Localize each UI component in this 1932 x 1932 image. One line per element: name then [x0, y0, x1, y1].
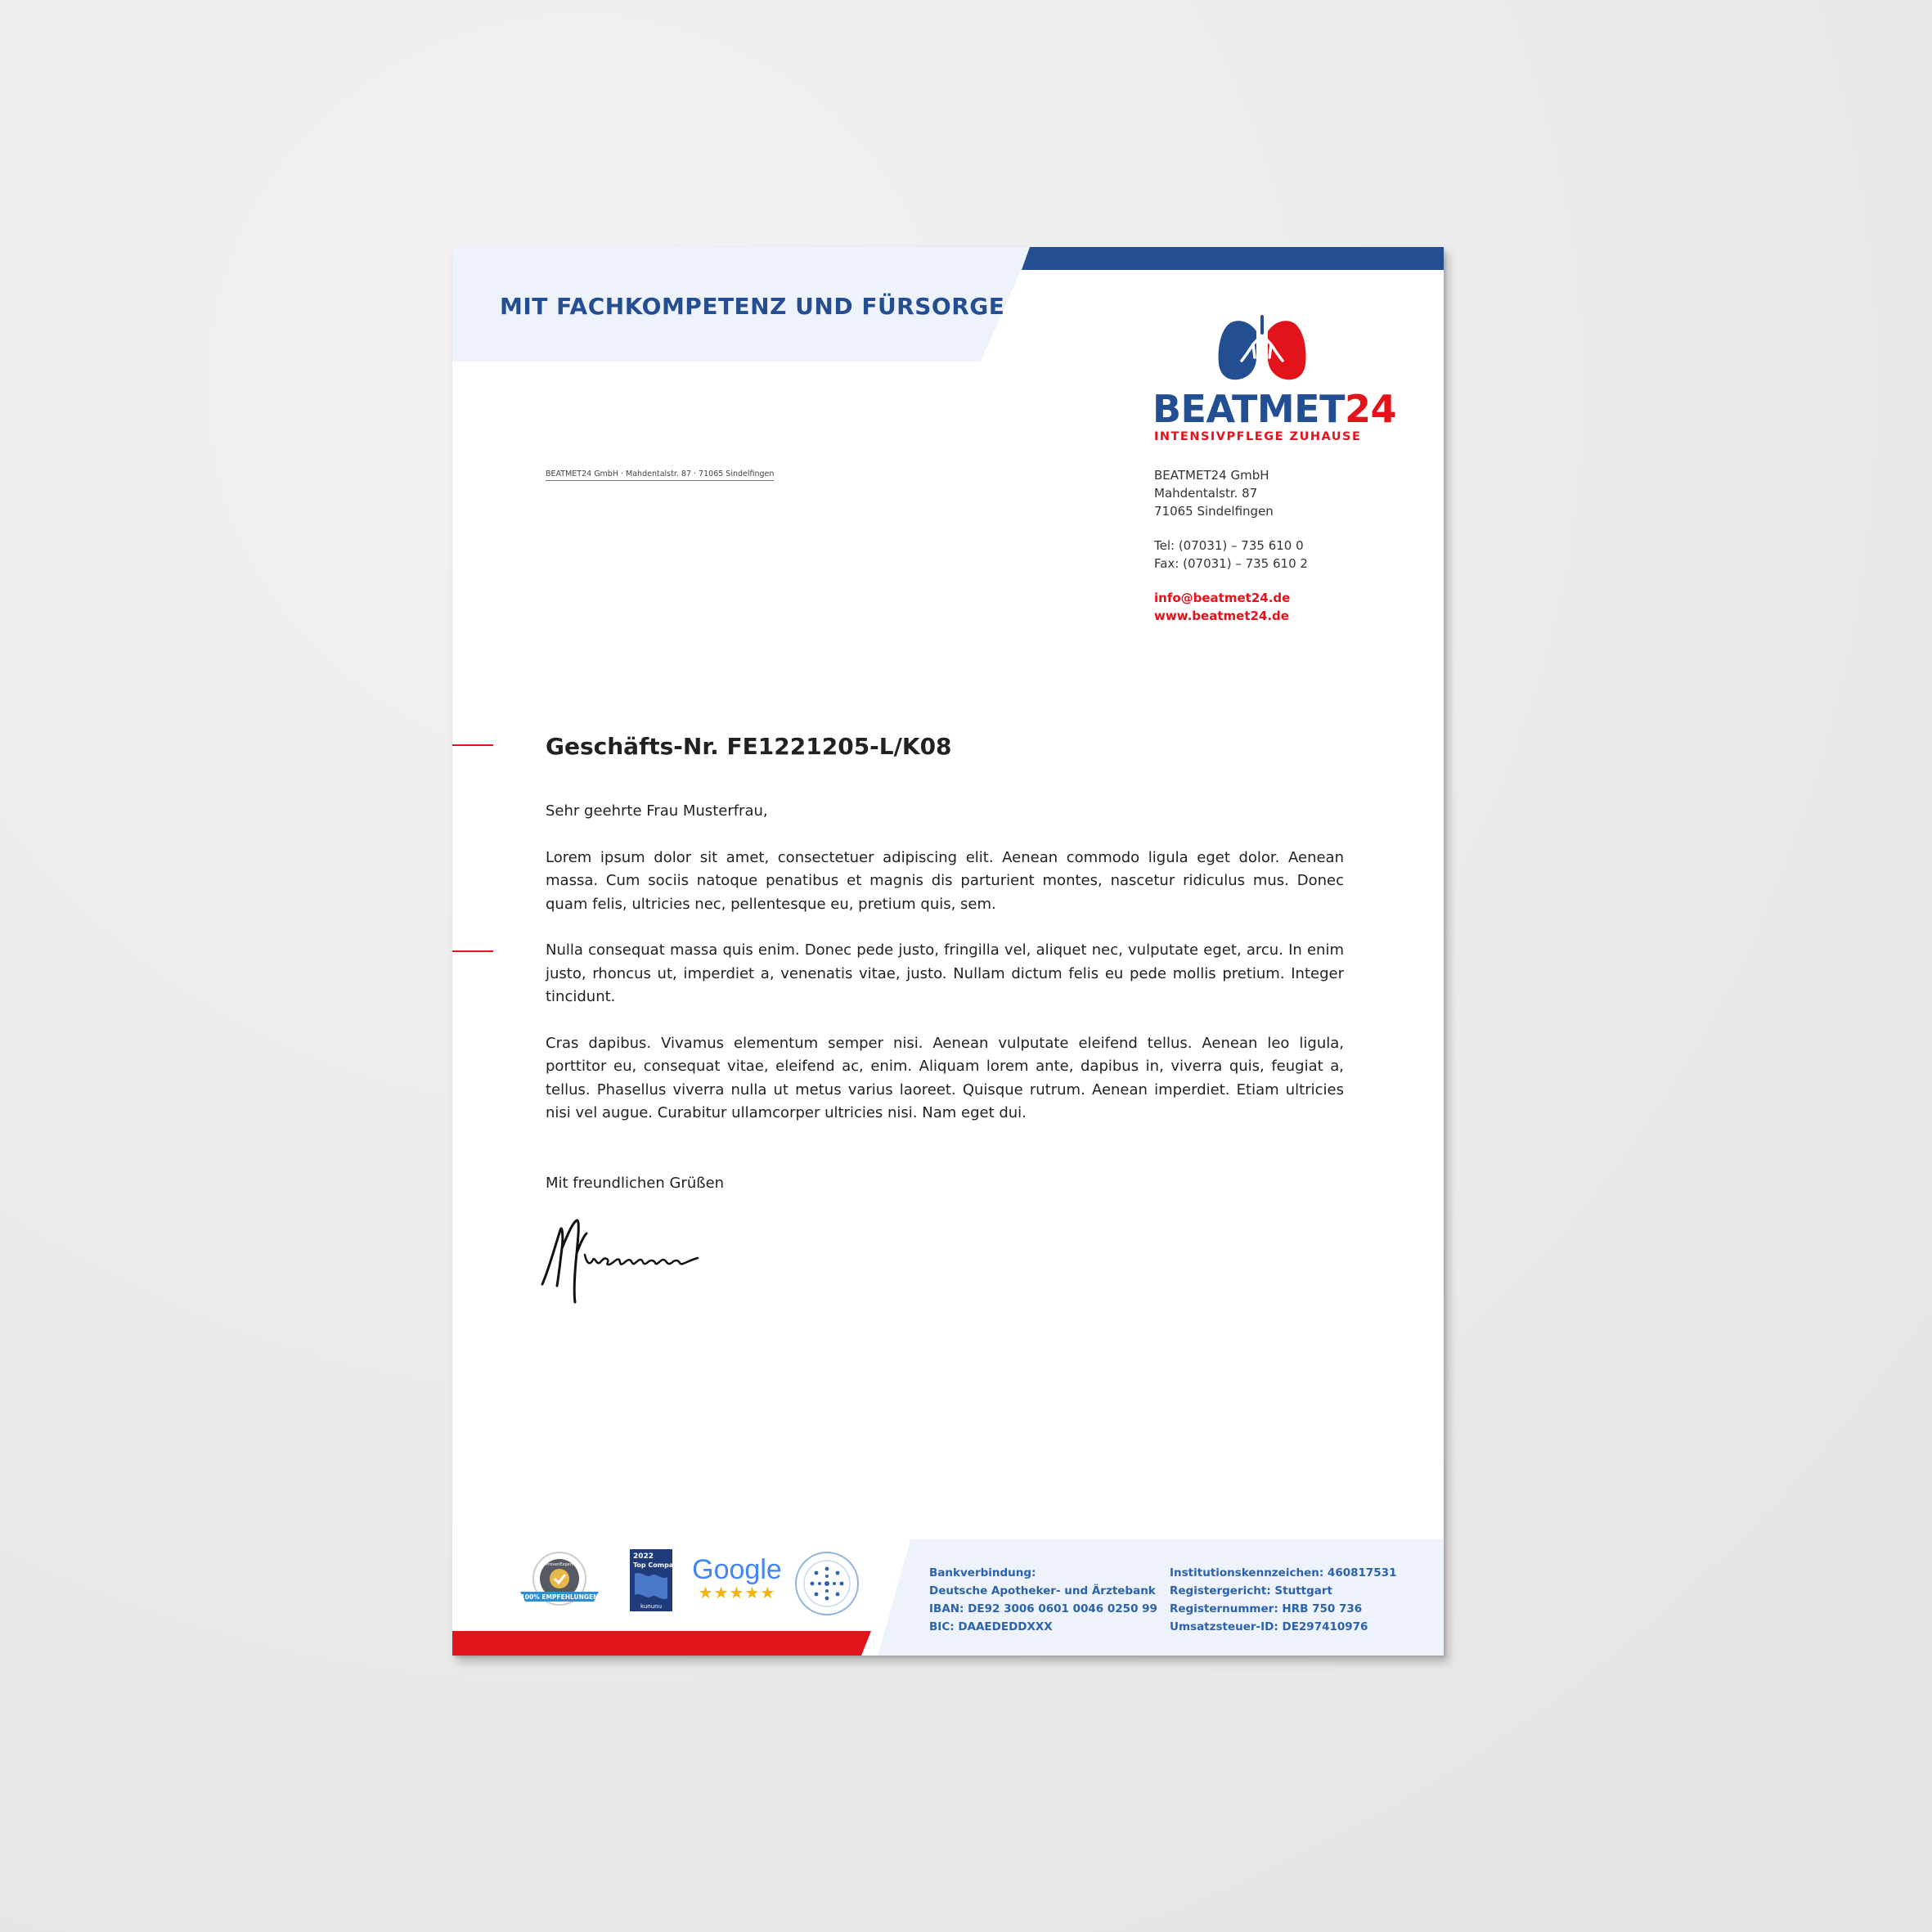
sender-city: 71065 Sindelfingen	[1154, 504, 1274, 519]
letter-subject: Geschäfts-Nr. FE1221205-L/K08	[546, 733, 952, 760]
closing: Mit freundlichen Grüßen	[546, 1175, 725, 1192]
paragraph-2: Nulla consequat massa quis enim. Donec pede justo, fringilla vel, aliquet nec, vulputate eget, arcu. In enim justo, rhoncus ut, imperdiet a, venenatis vitae, justo. Nullam dictum felis eu pede mollis pretium. Integer tincidunt.	[546, 941, 1344, 1005]
sender-fax: Fax: (07031) – 735 610 2	[1154, 556, 1308, 571]
provenexpert-badge-icon	[520, 1549, 599, 1616]
certification-seal-icon	[794, 1551, 860, 1616]
bank-bic: BIC: DAAEDEDDXXX	[929, 1620, 1053, 1633]
fold-mark-top	[452, 744, 493, 746]
letterhead-sheet	[452, 247, 1444, 1656]
return-address-line: BEATMET24 GmbH · Mahdentalstr. 87 · 71065 Sindelfingen	[546, 470, 774, 481]
fold-mark-middle	[452, 950, 493, 952]
lungs-logo-icon	[1217, 317, 1307, 384]
paragraph-1: Lorem ipsum dolor sit amet, consectetuer adipiscing elit. Aenean commodo ligula eget dolor. Aenean massa. Cum sociis natoque penatibus et magnis dis parturient montes, nascetur ridiculus mus. Donec quam felis, ultricies nec, pellentesque eu, pretium quis, sem.	[546, 848, 1344, 913]
sender-address-block	[1154, 466, 1308, 625]
google-logo: Google	[692, 1554, 782, 1585]
letter-body	[546, 800, 1344, 1148]
svg-text:ProvenExpert: ProvenExpert	[546, 1562, 573, 1567]
svg-text:Top Company: Top Company	[633, 1561, 683, 1569]
sender-web-link[interactable]: www.beatmet24.de	[1154, 609, 1289, 623]
sender-company: BEATMET24 GmbH	[1154, 468, 1269, 483]
bank-iban: IBAN: DE92 3006 0601 0046 0250 99	[929, 1602, 1157, 1615]
salutation: Sehr geehrte Frau Musterfrau,	[546, 802, 768, 820]
registration-info-block	[1170, 1564, 1396, 1636]
signature-icon	[534, 1212, 730, 1310]
bank-name: Deutsche Apotheker- und Ärztebank	[929, 1584, 1156, 1597]
brand-name: BEATMET24	[1152, 387, 1396, 431]
bank-info-block	[929, 1564, 1157, 1636]
register-number: Registernummer: HRB 750 736	[1170, 1602, 1363, 1615]
bank-title: Bankverbindung:	[929, 1566, 1036, 1579]
tagline: MIT FACHKOMPETENZ UND FÜRSORGE	[500, 293, 1005, 320]
svg-text:100% EMPFEHLUNGEN: 100% EMPFEHLUNGEN	[520, 1593, 599, 1601]
register-court: Registergericht: Stuttgart	[1170, 1584, 1332, 1597]
top-company-badge-icon	[630, 1549, 683, 1611]
google-stars: ★★★★★	[698, 1583, 776, 1602]
brand-subtitle: INTENSIVPFLEGE ZUHAUSE	[1154, 430, 1362, 443]
vat-id: Umsatzsteuer-ID: DE297410976	[1170, 1620, 1368, 1633]
sender-street: Mahdentalstr. 87	[1154, 486, 1258, 501]
google-rating-badge	[692, 1554, 782, 1602]
svg-text:kununu: kununu	[640, 1603, 663, 1610]
institution-code: Institutionskennzeichen: 460817531	[1170, 1566, 1397, 1579]
paragraph-3: Cras dapibus. Vivamus elementum semper nisi. Aenean vulputate eleifend tellus. Aenean leo ligula, porttitor eu, consequat vitae, eleifend ac, enim. Aliquam lorem ante, dapibus in, viverra quis, feugiat a, tellus. Phasellus viverra nulla ut metus varius laoreet. Quisque rutrum. Aenean imperdiet. Etiam ultricies nisi vel augue. Curabitur ullamcorper ultricies nisi. Nam eget dui.	[546, 1034, 1344, 1121]
sender-email-link[interactable]: info@beatmet24.de	[1154, 591, 1291, 605]
sender-tel: Tel: (07031) – 735 610 0	[1154, 538, 1304, 553]
svg-text:2022: 2022	[633, 1552, 654, 1561]
